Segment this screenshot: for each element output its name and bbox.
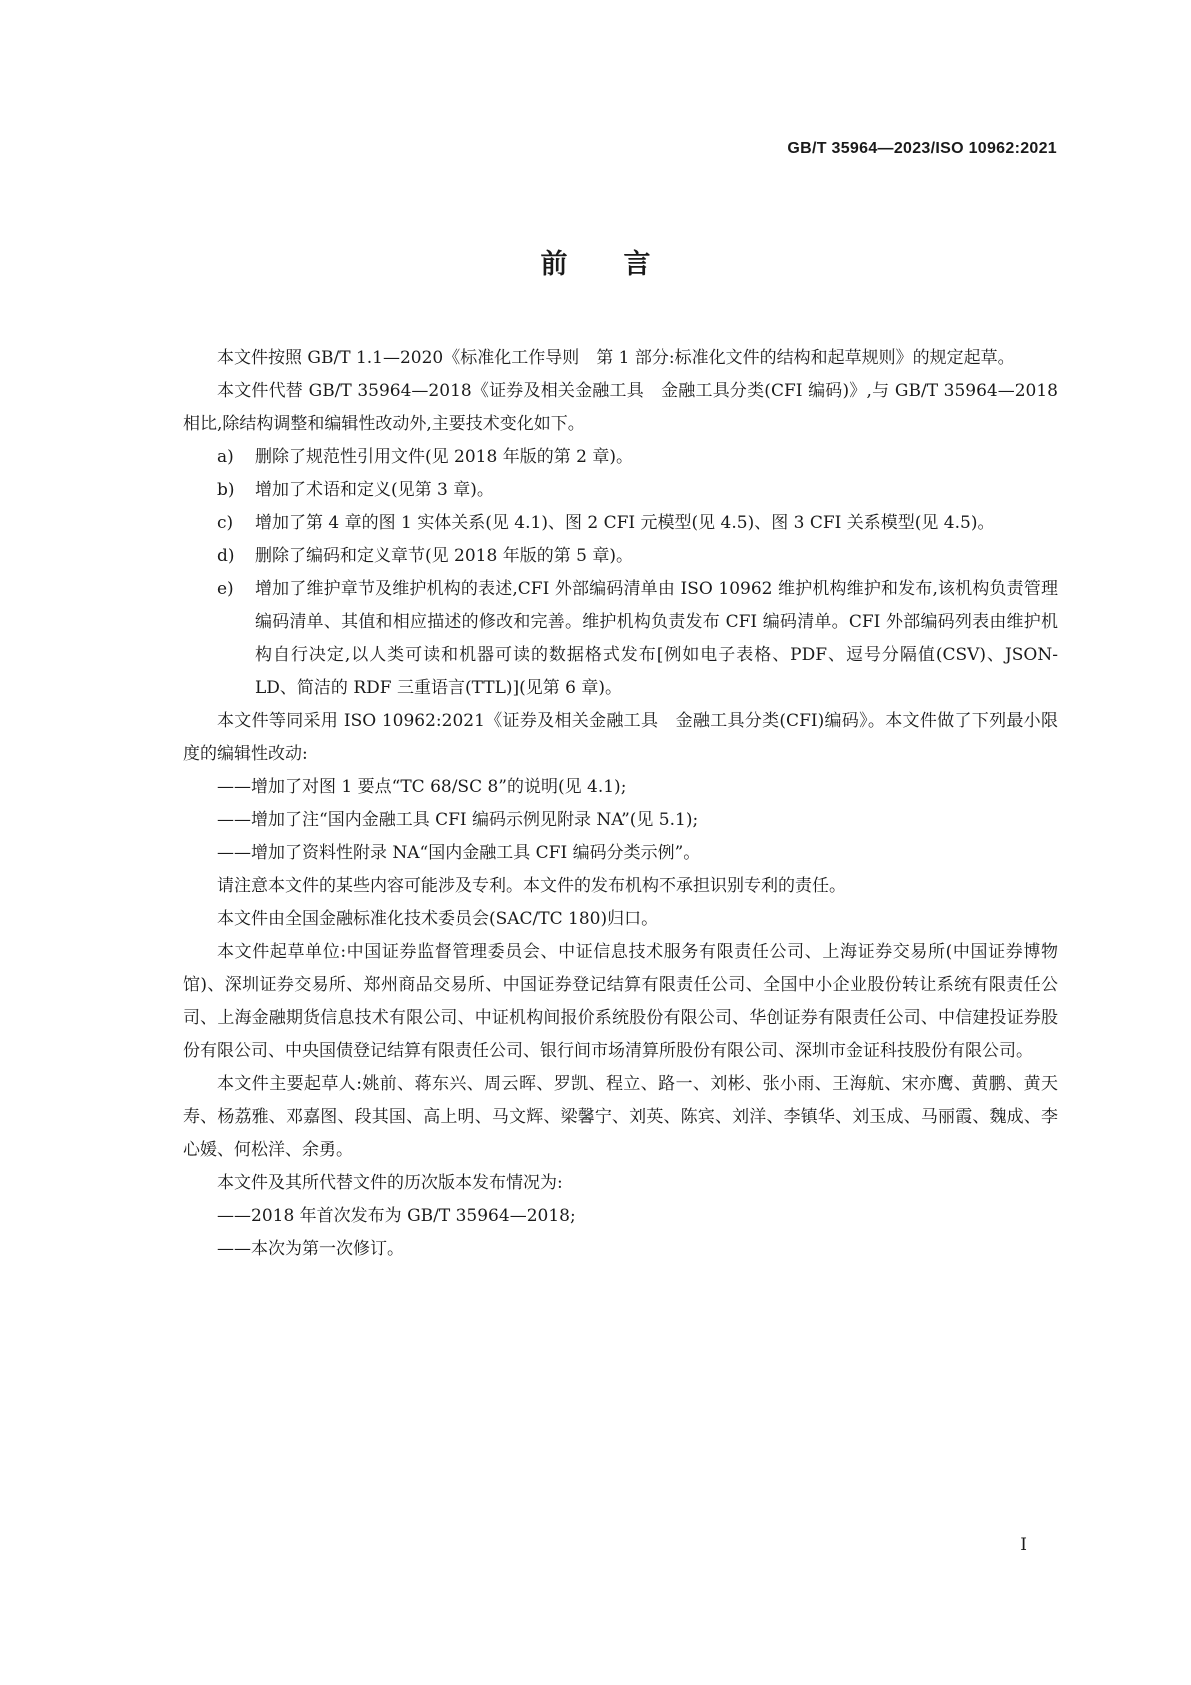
paragraph-version-history: 本文件及其所代替文件的历次版本发布情况为: bbox=[217, 1173, 563, 1193]
edit-item: ——增加了注“国内金融工具 CFI 编码示例见附录 NA”(见 5.1); bbox=[217, 810, 699, 830]
paragraph-adoption: 本文件等同采用 ISO 10962:2021《证券及相关金融工具 金融工具分类(CFI)编码》。本文件做了下列最小限度的编辑性改动: bbox=[183, 711, 1058, 764]
list-item-marker: e) bbox=[217, 579, 234, 599]
list-item bbox=[183, 507, 1058, 540]
history-item: ——本次为第一次修订。 bbox=[217, 1239, 404, 1259]
edit-item: ——增加了资料性附录 NA“国内金融工具 CFI 编码分类示例”。 bbox=[217, 843, 701, 863]
page-title: 前言 bbox=[540, 249, 707, 280]
list-item bbox=[183, 540, 1058, 573]
page-number: I bbox=[1020, 1535, 1027, 1555]
list-item-text: 增加了第 4 章的图 1 实体关系(见 4.1)、图 2 CFI 元模型(见 4.5)、图 3 CFI 关系模型(见 4.5)。 bbox=[255, 513, 995, 533]
list-item bbox=[183, 474, 1058, 507]
list-item bbox=[183, 441, 1058, 474]
paragraph-patent-notice: 请注意本文件的某些内容可能涉及专利。本文件的发布机构不承担识别专利的责任。 bbox=[217, 876, 846, 896]
foreword-body bbox=[183, 342, 1058, 1266]
list-item-text: 增加了术语和定义(见第 3 章)。 bbox=[255, 480, 494, 500]
list-item-marker: c) bbox=[217, 513, 234, 533]
list-item-marker: b) bbox=[217, 480, 235, 500]
paragraph-drafting-units: 本文件起草单位:中国证券监督管理委员会、中证信息技术服务有限责任公司、上海证券交易所(中国证券博物馆)、深圳证券交易所、郑州商品交易所、中国证券登记结算有限责任公司、全国中小企业股份转让系统有限责任公司、上海金融期货信息技术有限公司、中证机构间报价系统股份有限公司、华创证券有限责任公司、中信建投证券股份有限公司、中央国债登记结算有限责任公司、银行间市场清算所股份有限公司、深圳市金证科技股份有限公司。 bbox=[183, 942, 1058, 1061]
list-item-text: 删除了规范性引用文件(见 2018 年版的第 2 章)。 bbox=[255, 447, 633, 467]
list-item bbox=[183, 573, 1058, 705]
list-item-marker: a) bbox=[217, 447, 234, 467]
history-item: ——2018 年首次发布为 GB/T 35964—2018; bbox=[217, 1206, 576, 1226]
paragraph-committee: 本文件由全国金融标准化技术委员会(SAC/TC 180)归口。 bbox=[217, 909, 659, 929]
edit-item: ——增加了对图 1 要点“TC 68/SC 8”的说明(见 4.1); bbox=[217, 777, 627, 797]
list-item-marker: d) bbox=[217, 546, 235, 566]
document-code: GB/T 35964—2023/ISO 10962:2021 bbox=[787, 140, 1057, 157]
paragraph-replacement: 本文件代替 GB/T 35964—2018《证券及相关金融工具 金融工具分类(CFI 编码)》,与 GB/T 35964—2018 相比,除结构调整和编辑性改动外,主要技术变化如下。 bbox=[183, 381, 1058, 434]
paragraph-drafting-rules: 本文件按照 GB/T 1.1—2020《标准化工作导则 第 1 部分:标准化文件的结构和起草规则》的规定起草。 bbox=[217, 348, 1015, 368]
list-item-text: 增加了维护章节及维护机构的表述,CFI 外部编码清单由 ISO 10962 维护机构维护和发布,该机构负责管理编码清单、其值和相应描述的修改和完善。维护机构负责发布 CFI 编码清单。CFI 外部编码列表由维护机构自行决定,以人类可读和机器可读的数据格式发布[例如电子表格、PDF、逗号分隔值(CSV)、JSON-LD、简洁的 RDF 三重语言(TTL)](见第 6 章)。 bbox=[255, 579, 1058, 698]
paragraph-drafters: 本文件主要起草人:姚前、蒋东兴、周云晖、罗凯、程立、路一、刘彬、张小雨、王海航、宋亦鹰、黄鹏、黄天寿、杨荔雅、邓嘉图、段其国、高上明、马文辉、梁馨宁、刘英、陈宾、刘洋、李镇华、刘玉成、马丽霞、魏成、李心媛、何松洋、余勇。 bbox=[183, 1074, 1058, 1160]
list-item-text: 删除了编码和定义章节(见 2018 年版的第 5 章)。 bbox=[255, 546, 633, 566]
